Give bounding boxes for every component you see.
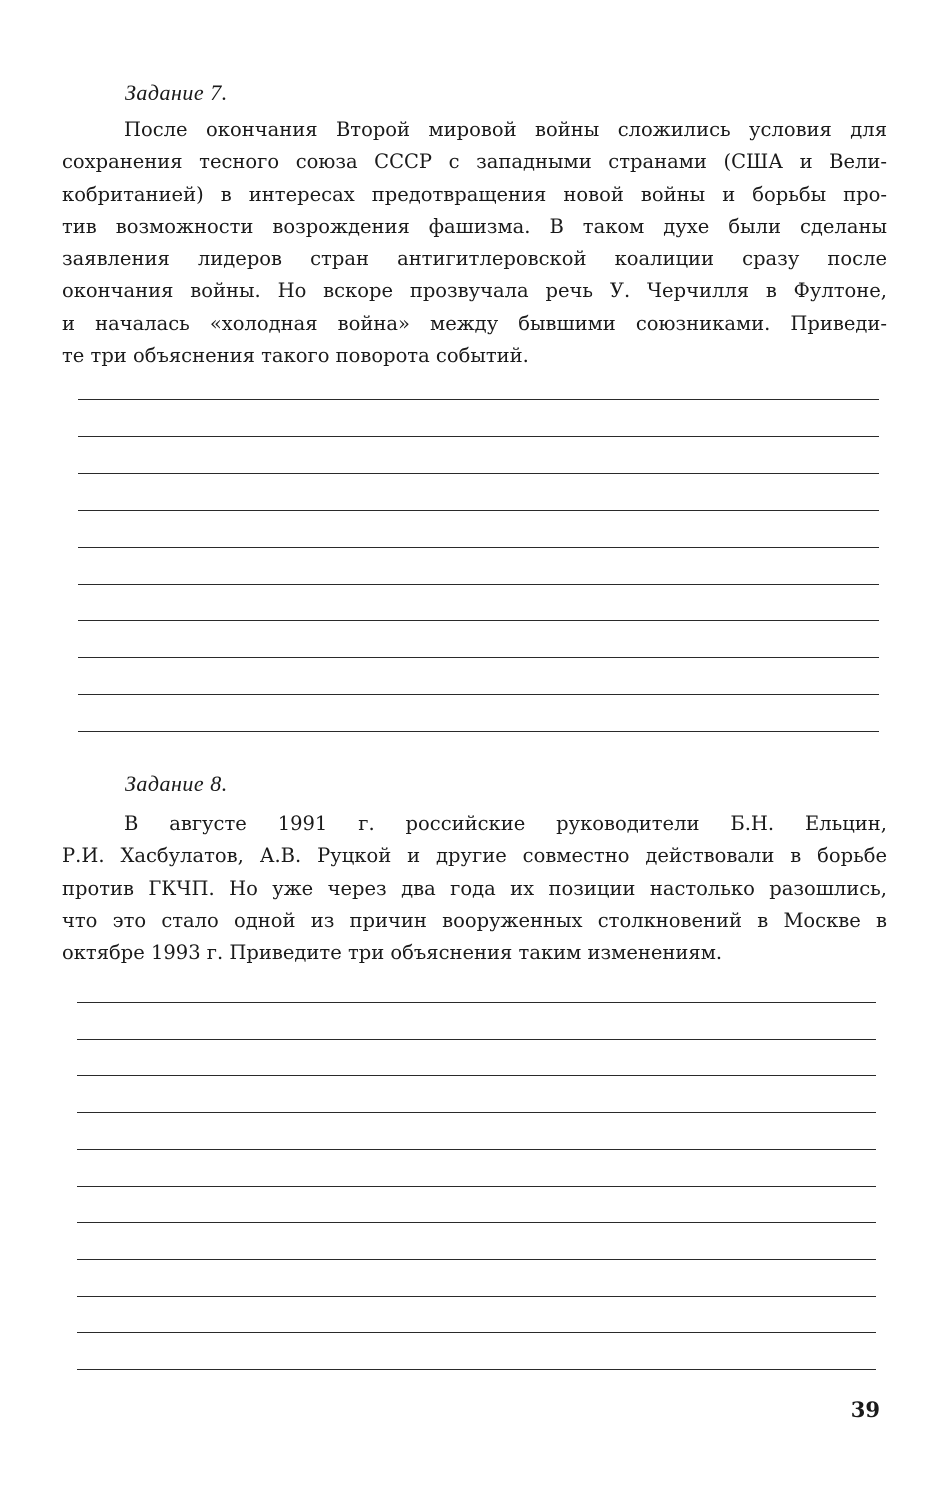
- answer-line[interactable]: [78, 657, 879, 658]
- answer-line[interactable]: [78, 694, 879, 695]
- task-7-line: сохранения тесного союза СССР с западными странами (США и Вели-: [62, 150, 887, 174]
- answer-line[interactable]: [77, 1075, 876, 1076]
- answer-line[interactable]: [77, 1222, 876, 1223]
- answer-line[interactable]: [78, 399, 879, 400]
- task-7-title: Задание 7.: [125, 80, 228, 105]
- answer-line[interactable]: [78, 473, 879, 474]
- answer-line[interactable]: [77, 1039, 876, 1040]
- task-7-line: заявления лидеров стран антигитлеровской коалиции сразу после: [62, 247, 887, 271]
- task-8-line: что это стало одной из причин вооруженных столкновений в Москве в: [62, 908, 887, 932]
- task-7-line: кобританией) в интересах предотвращения новой войны и борьбы про-: [62, 182, 887, 206]
- answer-line[interactable]: [77, 1112, 876, 1113]
- task-7-text: [62, 114, 887, 372]
- task-7-line: и началась «холодная война» между бывшими союзниками. Приведи-: [62, 311, 887, 335]
- task-7-line: тив возможности возрождения фашизма. В таком духе были сделаны: [62, 214, 887, 238]
- answer-line[interactable]: [78, 620, 879, 621]
- task-8-line: против ГКЧП. Но уже через два года их позиции настолько разошлись,: [62, 876, 887, 900]
- answer-line[interactable]: [77, 1296, 876, 1297]
- task-7-line: окончания войны. Но вскоре прозвучала речь У. Черчилля в Фултоне,: [62, 279, 887, 303]
- answer-line[interactable]: [77, 1332, 876, 1333]
- answer-line[interactable]: [78, 436, 879, 437]
- answer-line[interactable]: [77, 1002, 876, 1003]
- answer-line[interactable]: [77, 1369, 876, 1370]
- answer-line[interactable]: [77, 1186, 876, 1187]
- task-8-line: октябре 1993 г. Приведите три объяснения таким изменениям.: [62, 941, 723, 965]
- answer-line[interactable]: [78, 510, 879, 511]
- task-8-line: В августе 1991 г. российские руководители Б.Н. Ельцин,: [124, 812, 887, 835]
- task-7-line: те три объяснения такого поворота событий.: [62, 344, 529, 368]
- task-8-text: [62, 808, 887, 969]
- answer-line[interactable]: [78, 731, 879, 732]
- task-7-line: После окончания Второй мировой войны сложились условия для: [124, 118, 887, 141]
- answer-line[interactable]: [78, 547, 879, 548]
- answer-line[interactable]: [77, 1259, 876, 1260]
- answer-line[interactable]: [77, 1149, 876, 1150]
- task-8-line: Р.И. Хасбулатов, А.В. Руцкой и другие совместно действовали в борьбе: [62, 844, 887, 868]
- page-number: 39: [850, 1397, 880, 1422]
- task-8-title: Задание 8.: [125, 771, 228, 796]
- answer-line[interactable]: [78, 584, 879, 585]
